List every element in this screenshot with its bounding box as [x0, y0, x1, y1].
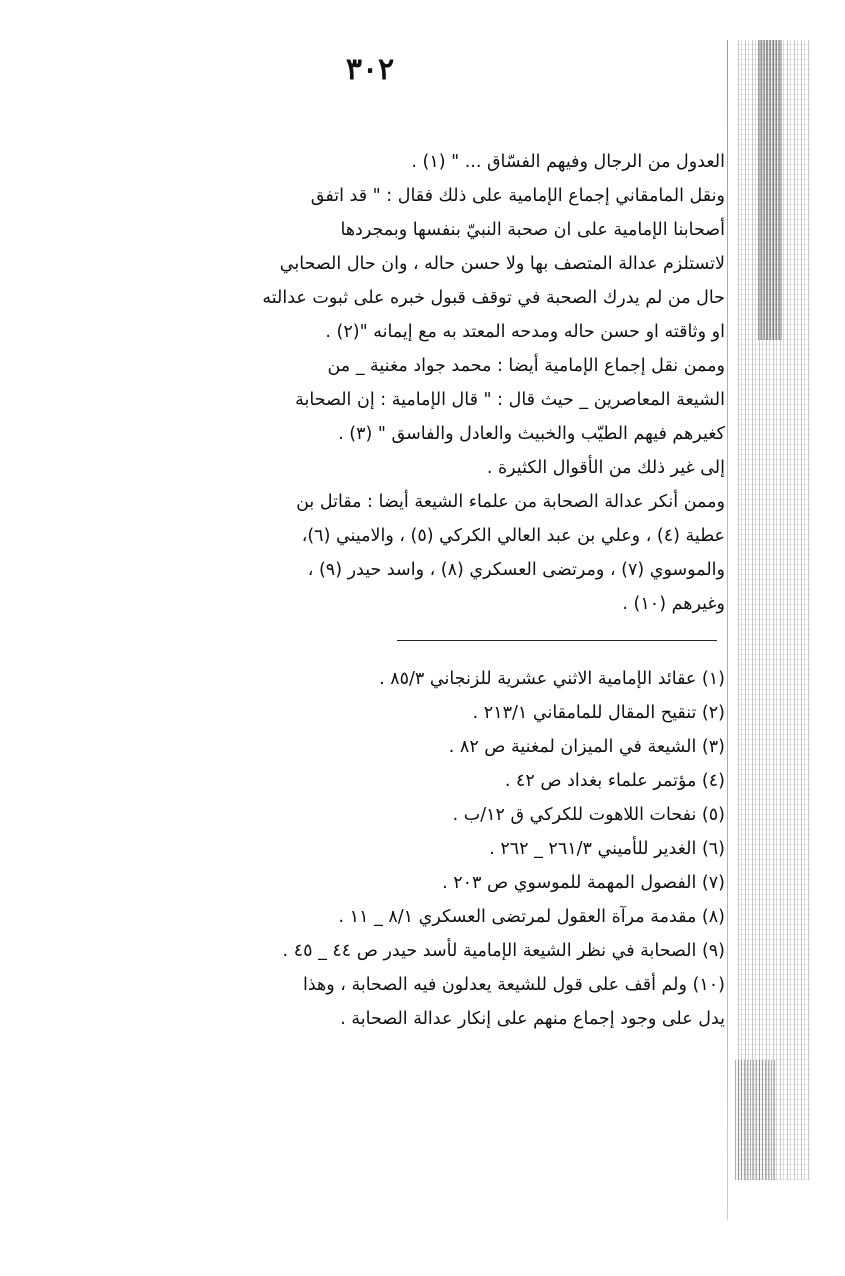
page-number: ٣٠٢ [345, 52, 395, 87]
body-line: او وثاقته او حسن حاله ومدحه المعتد به مع إيمانه "(٢) . [325, 322, 725, 342]
margin-rule [727, 40, 728, 1220]
body-line: وغيرهم (١٠) . [622, 594, 725, 614]
footnote-item: (٣) الشيعة في الميزان لمغنية ص ٨٢ . [448, 737, 725, 757]
footnote-item: (٧) الفصول المهمة للموسوي ص ٢٠٣ . [442, 873, 725, 893]
body-line: حال من لم يدرك الصحبة في توقف قبول خبره على ثبوت عدالته [262, 288, 725, 308]
footnote-separator [397, 640, 717, 641]
body-line: أصحابنا الإمامية على ان صحبة النبيّ بنفسها وبمجردها [340, 220, 725, 240]
body-line: وممن أنكر عدالة الصحابة من علماء الشيعة أيضا : مقاتل بن [296, 492, 725, 512]
body-line: وممن نقل إجماع الإمامية أيضا : محمد جواد مغنية _ من [327, 356, 725, 376]
scan-edge-noise-dark [758, 40, 782, 340]
footnote-item: (٥) نفحات اللاهوت للكركي ق ١٢/ب . [452, 805, 725, 825]
footnote-item: (٤) مؤتمر علماء بغداد ص ٤٢ . [504, 771, 725, 791]
scan-edge-noise-lower [735, 1060, 775, 1180]
body-line: ونقل المامقاني إجماع الإمامية على ذلك فقال : " قد اتفق [310, 186, 725, 206]
body-line: عطية (٤) ، وعلي بن عبد العالي الكركي (٥) ، والاميني (٦)، [301, 526, 725, 546]
body-line: الشيعة المعاصرين _ حيث قال : " قال الإمامية : إن الصحابة [295, 390, 725, 410]
footnote-item: (٨) مقدمة مرآة العقول لمرتضى العسكري ٨/١ _ ١١ . [338, 907, 725, 927]
footnote-item: يدل على وجود إجماع منهم على إنكار عدالة الصحابة . [340, 1009, 725, 1029]
body-line: كغيرهم فيهم الطيّب والخبيث والعادل والفاسق " (٣) . [338, 424, 725, 444]
footnotes [85, 662, 725, 1036]
body-line: العدول من الرجال وفيهم الفسّاق ... " (١) . [411, 152, 725, 172]
footnote-item: (١) عقائد الإمامية الاثني عشرية للزنجاني ٨٥/٣ . [379, 669, 725, 689]
body-line: لاتستلزم عدالة المتصف بها ولا حسن حاله ، وان حال الصحابي [279, 254, 725, 274]
footnote-item: (٩) الصحابة في نظر الشيعة الإمامية لأسد حيدر ص ٤٤ _ ٤٥ . [282, 941, 725, 961]
body-line: إلى غير ذلك من الأقوال الكثيرة . [486, 458, 725, 478]
footnote-item: (٦) الغدير للأميني ٢٦١/٣ _ ٢٦٢ . [489, 839, 725, 859]
footnote-item: (٢) تنقيح المقال للمامقاني ٢١٣/١ . [472, 703, 725, 723]
body-text [125, 145, 725, 621]
footnote-item: (١٠) ولم أقف على قول للشيعة يعدلون فيه الصحابة ، وهذا [302, 975, 725, 995]
body-line: والموسوي (٧) ، ومرتضى العسكري (٨) ، واسد حيدر (٩) ، [307, 560, 725, 580]
